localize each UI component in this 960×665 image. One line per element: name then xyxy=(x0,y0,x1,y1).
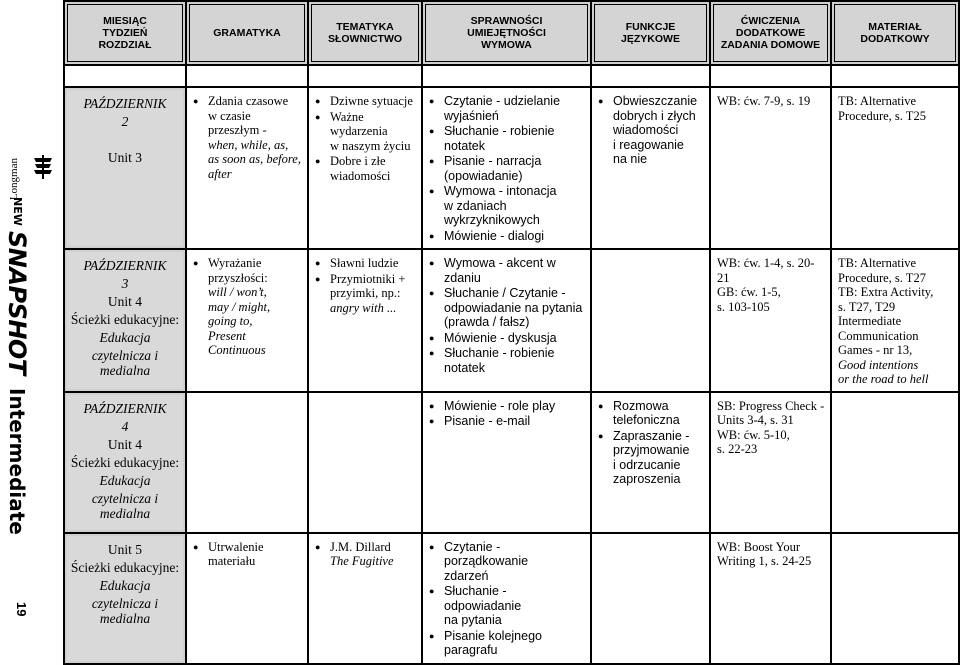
item-line: dobrych i złych xyxy=(613,108,696,123)
header-line: TEMATYKA xyxy=(336,21,394,33)
extra-cell xyxy=(831,249,959,392)
header-line: SŁOWNICTWO xyxy=(327,33,403,45)
item-line: The Fugitive xyxy=(330,554,394,568)
list-item xyxy=(315,256,417,271)
header-line: MIESIĄC xyxy=(103,15,147,27)
unit-cell xyxy=(64,533,186,664)
item-line: wiadomości xyxy=(330,168,391,183)
header-line: MATERIAŁ xyxy=(868,21,922,33)
publisher-logo xyxy=(6,148,56,201)
cell-line: Communication xyxy=(838,328,919,343)
item-line: telefoniczna xyxy=(613,413,680,427)
unit-line: PAŹDZIERNIK xyxy=(83,96,167,111)
item-line: angry with ... xyxy=(330,300,397,315)
item-line: wiadomości xyxy=(613,123,679,137)
item-line: ● Czytanie - udzielanie xyxy=(444,94,561,108)
item-line: ● Słuchanie - odpowiadanie xyxy=(444,584,522,613)
header-line: TYDZIEŃ xyxy=(102,27,148,39)
item-line: ● Pisanie - e-mail xyxy=(444,414,531,428)
cell-line: SB: Progress Check - xyxy=(717,398,825,413)
unit-line: Unit 4 xyxy=(107,294,143,309)
header-line: WYMOWA xyxy=(481,39,532,51)
item-line: ● Wymowa - intonacja xyxy=(444,184,557,198)
unit-cell xyxy=(64,392,186,533)
header-extra xyxy=(831,1,959,65)
unit-line: PAŹDZIERNIK xyxy=(83,258,167,273)
exercises-cell xyxy=(710,249,831,392)
grammar-cell xyxy=(186,87,308,249)
list-item xyxy=(429,184,586,228)
table-row xyxy=(64,249,959,392)
functions-cell xyxy=(591,533,710,664)
header-line: JĘZYKOWE xyxy=(621,33,680,45)
list-item xyxy=(315,110,417,154)
skills-cell xyxy=(422,87,591,249)
item-line: (prawda / fałsz) xyxy=(444,315,530,329)
cell-line: Procedure, s. T25 xyxy=(838,108,926,123)
item-line: ● Dobre i złe xyxy=(330,154,386,168)
list-item xyxy=(193,540,303,569)
item-line: zaproszenia xyxy=(613,472,681,486)
unit-line: 2 xyxy=(121,114,129,129)
cell-line: Procedure, s. T27 xyxy=(838,270,926,285)
skills-cell xyxy=(422,392,591,533)
cell-line: Writing 1, s. 24-25 xyxy=(717,554,812,568)
grammar-cell xyxy=(186,392,308,533)
lesson-plan-table xyxy=(63,0,960,665)
item-line: i odrzucanie xyxy=(613,457,681,472)
unit-line: Ścieżki edukacyjne: xyxy=(70,312,180,327)
functions-cell xyxy=(591,87,710,249)
item-line: ● Pisanie - narracja xyxy=(444,154,542,168)
item-line: when, while, as, xyxy=(208,137,289,152)
item-line: ● Słuchanie / Czytanie - xyxy=(444,286,566,300)
grammar-cell xyxy=(186,249,308,392)
item-line: as soon as, before, xyxy=(208,152,301,166)
header-line: FUNKCJE xyxy=(625,21,676,33)
topics-cell xyxy=(308,392,422,533)
item-line: w zdaniach wykrzyknikowych xyxy=(444,198,540,227)
list-item xyxy=(598,94,705,167)
list-item xyxy=(429,256,586,285)
header-topics xyxy=(308,1,422,65)
item-line: ● Dziwne sytuacje xyxy=(330,94,413,108)
item-line: ● Pisanie kolejnego paragrafu xyxy=(444,628,542,657)
list-item xyxy=(429,414,586,429)
unit-cell xyxy=(64,249,186,392)
item-line: ● Ważne wydarzenia xyxy=(330,109,388,138)
cell-line: or the road to hell xyxy=(838,372,929,386)
item-line: w naszym życiu xyxy=(330,138,411,153)
cell-line: GB: ćw. 1-5, xyxy=(717,285,781,299)
item-line: ● Zapraszanie - xyxy=(613,428,690,443)
header-grammar xyxy=(186,1,308,65)
topics-cell xyxy=(308,533,422,664)
unit-line: Edukacja xyxy=(99,577,151,593)
list-item xyxy=(315,540,417,569)
unit-line: Unit 3 xyxy=(107,150,143,165)
extra-cell xyxy=(831,392,959,533)
brand-new: NEW xyxy=(11,197,24,226)
item-line: will / won’t, xyxy=(208,285,267,299)
header-row xyxy=(64,1,959,65)
item-line: may / might, xyxy=(208,299,271,314)
header-line: SPRAWNOŚCI xyxy=(470,15,543,27)
cell-line: TB: Alternative xyxy=(838,94,917,108)
header-line: DODATKOWY xyxy=(860,33,930,45)
item-line: ● Obwieszczanie xyxy=(613,94,698,108)
unit-line: 3 xyxy=(121,276,129,291)
header-label xyxy=(328,21,402,45)
header-label xyxy=(467,15,546,51)
item-line: ● J.M. Dillard xyxy=(330,539,391,554)
header-label xyxy=(213,27,280,39)
extra-cell xyxy=(831,533,959,664)
unit-line: Ścieżki edukacyjne: xyxy=(70,559,180,575)
unit-line: Ścieżki edukacyjne: xyxy=(70,454,180,470)
item-line: odpowiadanie na pytania xyxy=(444,300,583,315)
item-line: ● Słuchanie - robienie notatek xyxy=(444,346,555,375)
topics-cell xyxy=(308,87,422,249)
list-item xyxy=(193,94,303,181)
list-item xyxy=(429,229,586,244)
extra-cell xyxy=(831,87,959,249)
cell-line: WB: ćw. 1-4, s. 20-21 xyxy=(717,256,815,285)
exercises-cell xyxy=(710,533,831,664)
item-line: ● Przymiotniki + xyxy=(330,271,406,286)
cell-line: s. 22-23 xyxy=(717,442,758,456)
cell-line: TB: Extra Activity, xyxy=(838,285,934,299)
header-functions xyxy=(591,1,710,65)
unit-line xyxy=(69,132,181,147)
cell-line: WB: ćw. 5-10, xyxy=(717,427,790,442)
topics-cell xyxy=(308,249,422,392)
list-item xyxy=(429,346,586,375)
item-line: after xyxy=(208,166,232,181)
item-line: ● Zdania czasowe xyxy=(208,94,289,108)
cell-line: Units 3-4, s. 31 xyxy=(717,413,794,427)
unit-line: Unit 4 xyxy=(107,436,143,452)
item-line: (opowiadanie) xyxy=(444,168,523,183)
item-line: Present Continuous xyxy=(208,328,266,357)
list-item xyxy=(429,629,586,658)
item-line: na nie xyxy=(613,152,648,166)
item-line: ● Utrwalenie xyxy=(208,539,264,554)
unit-line: czytelnicza i medialna xyxy=(91,595,159,626)
item-line: i reagowanie xyxy=(613,137,684,152)
table-row xyxy=(64,533,959,664)
list-item xyxy=(315,272,417,316)
item-line: ● Mówienie - dialogi xyxy=(444,228,545,243)
cell-line: WB: ćw. 7-9, s. 19 xyxy=(717,94,811,108)
unit-line: Edukacja xyxy=(99,472,151,488)
item-line: materiału xyxy=(208,554,256,568)
header-month xyxy=(64,1,186,65)
table-row xyxy=(64,392,959,533)
brand-level: Intermediate xyxy=(5,387,29,535)
publisher-name: Longman xyxy=(8,158,20,201)
list-item xyxy=(429,154,586,183)
header-spacer xyxy=(64,65,959,87)
unit-line: 4 xyxy=(121,418,129,434)
header-label xyxy=(860,21,929,45)
cell-line: Intermediate xyxy=(838,314,902,328)
item-line: w czasie xyxy=(208,108,251,123)
functions-cell xyxy=(591,392,710,533)
header-line: ĆWICZENIA xyxy=(740,15,801,27)
list-item xyxy=(429,399,586,414)
item-line: wyjaśnień xyxy=(444,108,499,123)
list-item xyxy=(315,94,417,109)
list-item xyxy=(193,256,303,358)
item-line: przeszłym - xyxy=(208,123,267,137)
list-item xyxy=(429,584,586,628)
exercises-cell xyxy=(710,87,831,249)
functions-cell xyxy=(591,249,710,392)
cell-line: s. 103-105 xyxy=(717,299,770,314)
cell-line: TB: Alternative xyxy=(838,256,917,270)
series-logo xyxy=(3,197,59,535)
item-line: going to, xyxy=(208,314,253,328)
item-line: ● Mówienie - role play xyxy=(444,398,556,413)
item-line: przyszłości: xyxy=(208,270,268,285)
list-item xyxy=(429,331,586,346)
unit-line: Unit 5 xyxy=(107,541,143,557)
header-exercises xyxy=(710,1,831,65)
list-item xyxy=(429,94,586,123)
cell-line: Good intentions xyxy=(838,357,919,372)
item-line: zdarzeń xyxy=(444,568,489,583)
cell-line: s. T27, T29 xyxy=(838,299,896,314)
skills-cell xyxy=(422,249,591,392)
grammar-cell xyxy=(186,533,308,664)
item-line: na pytania xyxy=(444,613,502,627)
header-label xyxy=(721,15,820,51)
item-line: ● Wymowa - akcent w zdaniu xyxy=(444,256,556,285)
header-skills xyxy=(422,1,591,65)
list-item xyxy=(598,399,705,428)
header-label xyxy=(621,21,680,45)
cell-line: Games - nr 13, xyxy=(838,343,913,357)
cell-line: WB: Boost Your xyxy=(717,539,801,554)
unit-line: Edukacja xyxy=(99,330,151,345)
item-line: ● Rozmowa xyxy=(613,398,669,413)
header-line: ROZDZIAŁ xyxy=(98,39,152,51)
table-row xyxy=(64,87,959,249)
list-item xyxy=(429,540,586,584)
unit-line: PAŹDZIERNIK xyxy=(83,400,167,416)
header-label xyxy=(98,15,151,51)
header-line: DODATKOWE xyxy=(735,27,806,39)
list-item xyxy=(429,286,586,330)
list-item xyxy=(315,154,417,183)
brand-name: SNAPSHOT xyxy=(3,230,31,375)
item-line: przyimki, np.: xyxy=(330,286,401,300)
skills-cell xyxy=(422,533,591,664)
header-line: ZADANIA DOMOWE xyxy=(720,39,821,51)
ship-icon xyxy=(32,154,54,180)
page-number: 19 xyxy=(14,602,29,617)
item-line: ● Sławni ludzie xyxy=(330,256,399,270)
item-line: przyjmowanie xyxy=(613,443,690,457)
exercises-cell xyxy=(710,392,831,533)
unit-line: czytelnicza i medialna xyxy=(91,348,159,378)
item-line: ● Wyrażanie xyxy=(208,256,262,270)
item-line: ● Czytanie - porządkowanie xyxy=(444,539,529,568)
header-line: GRAMATYKA xyxy=(213,27,281,39)
header-line: UMIEJĘTNOŚCI xyxy=(467,27,546,39)
list-item xyxy=(598,429,705,487)
item-line: ● Słuchanie - robienie notatek xyxy=(444,124,555,153)
unit-line: czytelnicza i medialna xyxy=(91,490,159,521)
list-item xyxy=(429,124,586,153)
unit-cell xyxy=(64,87,186,249)
left-margin xyxy=(0,0,62,620)
item-line: ● Mówienie - dyskusja xyxy=(444,330,557,345)
